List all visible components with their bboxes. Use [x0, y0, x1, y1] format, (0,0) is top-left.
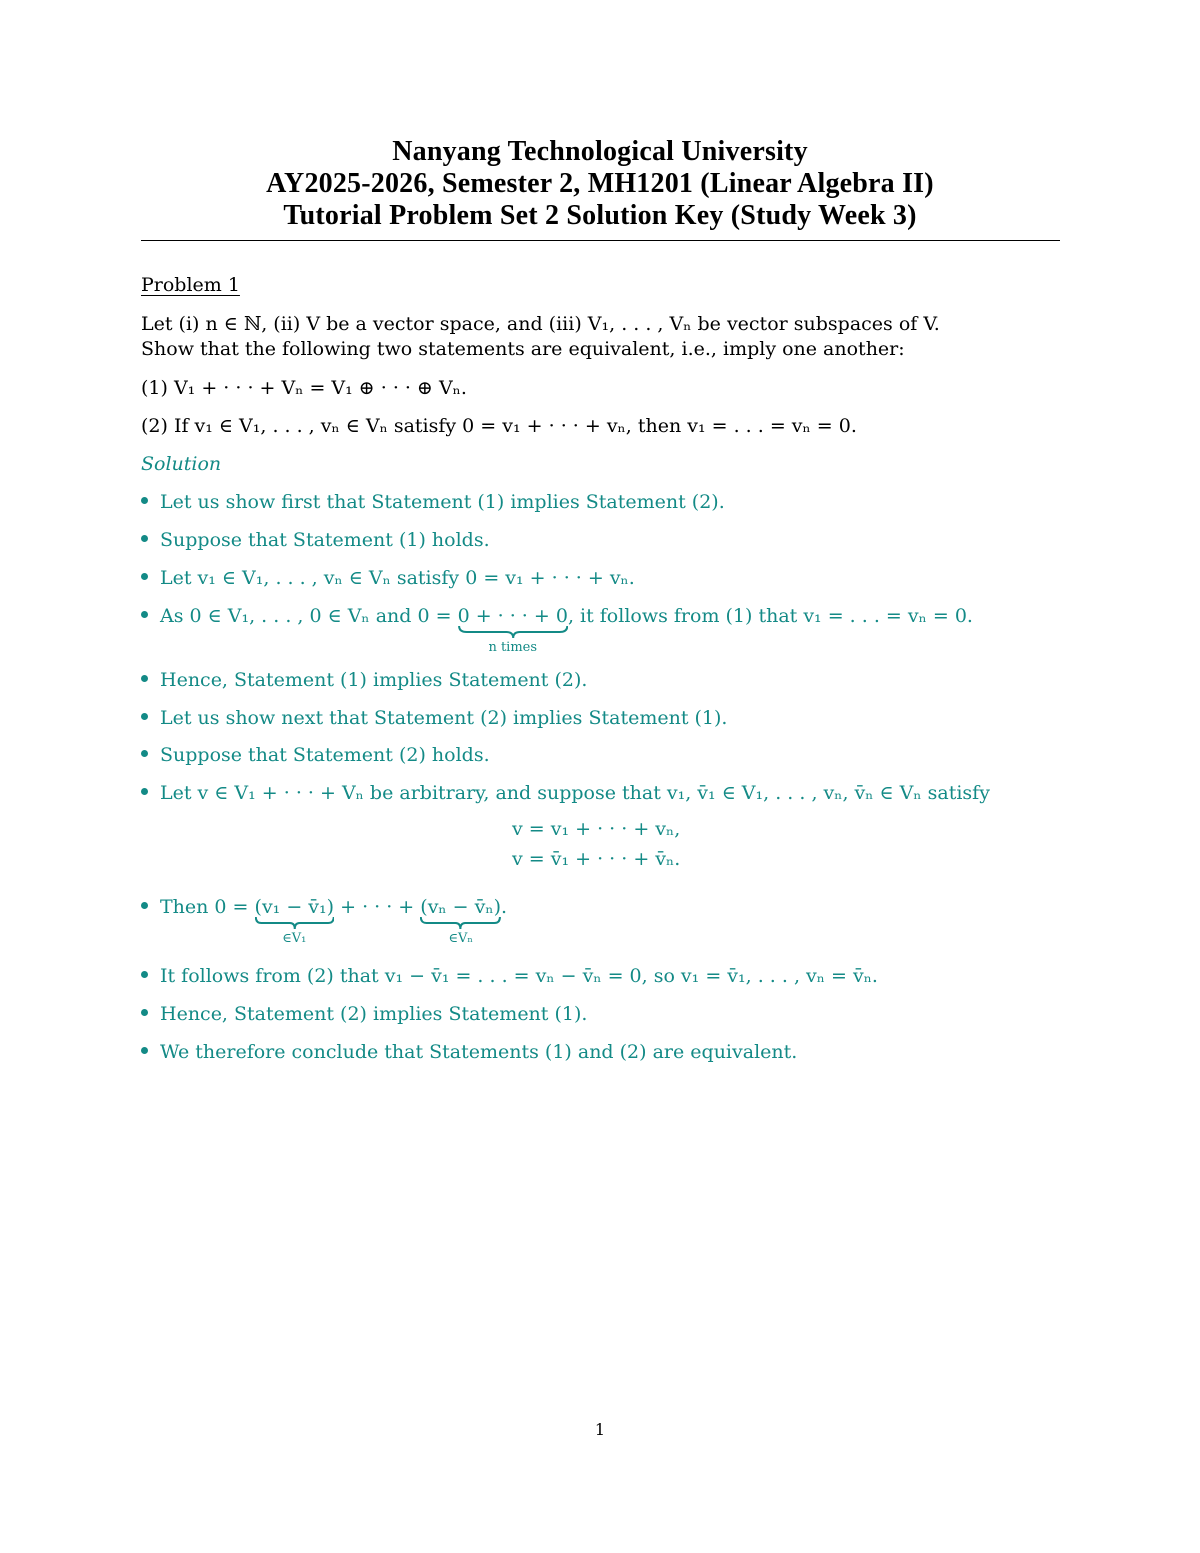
bullet-icon — [141, 535, 148, 542]
problem-set-title: Tutorial Problem Set 2 Solution Key (Study Week 3) — [283, 200, 917, 231]
underbrace-n-times: 0 + · · · + 0 n times — [457, 605, 568, 655]
underbrace-icon — [420, 916, 501, 930]
bullet-icon — [141, 902, 148, 909]
list-item: Then 0 = (v₁ − v̄₁) ∈V₁ + · · · + (vₙ − v̄ₙ) ∈Vₙ . — [141, 894, 1061, 920]
header-rule — [141, 240, 1060, 241]
bullet-icon — [141, 497, 148, 504]
list-item: It follows from (2) that v₁ − v̄₁ = . . . = vₙ − v̄ₙ = 0, so v₁ = v̄₁, . . . , vₙ = v̄ₙ. — [141, 963, 1061, 989]
bullet-icon — [141, 573, 148, 580]
bullet-icon — [141, 750, 148, 757]
display-equation-1: v = v₁ + · · · + vₙ, — [512, 818, 681, 840]
bullet-icon — [141, 971, 148, 978]
list-item: Suppose that Statement (1) holds. — [141, 527, 1061, 553]
statement-1: (1) V₁ + · · · + Vₙ = V₁ ⊕ · · · ⊕ Vₙ. — [141, 377, 467, 399]
bullet-icon — [141, 1047, 148, 1054]
display-equation-2: v = v̄₁ + · · · + v̄ₙ. — [512, 848, 681, 870]
list-item: Let v₁ ∈ V₁, . . . , vₙ ∈ Vₙ satisfy 0 = v₁ + · · · + vₙ. — [141, 565, 1061, 591]
document-header — [0, 136, 1200, 232]
university-title: Nanyang Technological University — [392, 136, 808, 167]
bullet-icon — [141, 675, 148, 682]
course-title: AY2025-2026, Semester 2, MH1201 (Linear Algebra II) — [266, 168, 934, 199]
list-item: Let us show next that Statement (2) implies Statement (1). — [141, 705, 1061, 731]
solution-label: Solution — [141, 453, 222, 475]
list-item: As 0 ∈ V₁, . . . , 0 ∈ Vₙ and 0 = 0 + · · · + 0 n times , it follows from (1) that v₁ = . . . = vₙ = 0. — [141, 603, 1061, 629]
statement-2: (2) If v₁ ∈ V₁, . . . , vₙ ∈ Vₙ satisfy 0 = v₁ + · · · + vₙ, then v₁ = . . . = vₙ = 0. — [141, 415, 857, 437]
underbrace-in-v1: (v₁ − v̄₁) ∈V₁ — [254, 896, 335, 946]
bullet-icon — [141, 1009, 148, 1016]
list-item: Let us show first that Statement (1) implies Statement (2). — [141, 489, 1061, 515]
page-number: 1 — [594, 1420, 606, 1439]
problem-intro-line1: Let (i) n ∈ ℕ, (ii) V be a vector space, and (iii) V₁, . . . , Vₙ be vector subspaces of V. — [141, 313, 940, 335]
list-item: Suppose that Statement (2) holds. — [141, 742, 1061, 768]
list-item: Hence, Statement (1) implies Statement (2). — [141, 667, 1061, 693]
problem-label: Problem 1 — [141, 274, 240, 296]
problem-intro-line2: Show that the following two statements are equivalent, i.e., imply one another: — [141, 338, 905, 360]
bullet-icon — [141, 788, 148, 795]
underbrace-icon — [458, 625, 568, 639]
bullet-icon — [141, 713, 148, 720]
list-item: We therefore conclude that Statements (1) and (2) are equivalent. — [141, 1039, 1061, 1065]
list-item: Hence, Statement (2) implies Statement (1). — [141, 1001, 1061, 1027]
underbrace-in-vn: (vₙ − v̄ₙ) ∈Vₙ — [420, 896, 502, 946]
bullet-icon — [141, 611, 148, 618]
list-item: Let v ∈ V₁ + · · · + Vₙ be arbitrary, and suppose that v₁, v̄₁ ∈ V₁, . . . , vₙ, v̄ₙ ∈ Vₙ satisfy — [141, 780, 1061, 806]
underbrace-icon — [255, 916, 335, 930]
